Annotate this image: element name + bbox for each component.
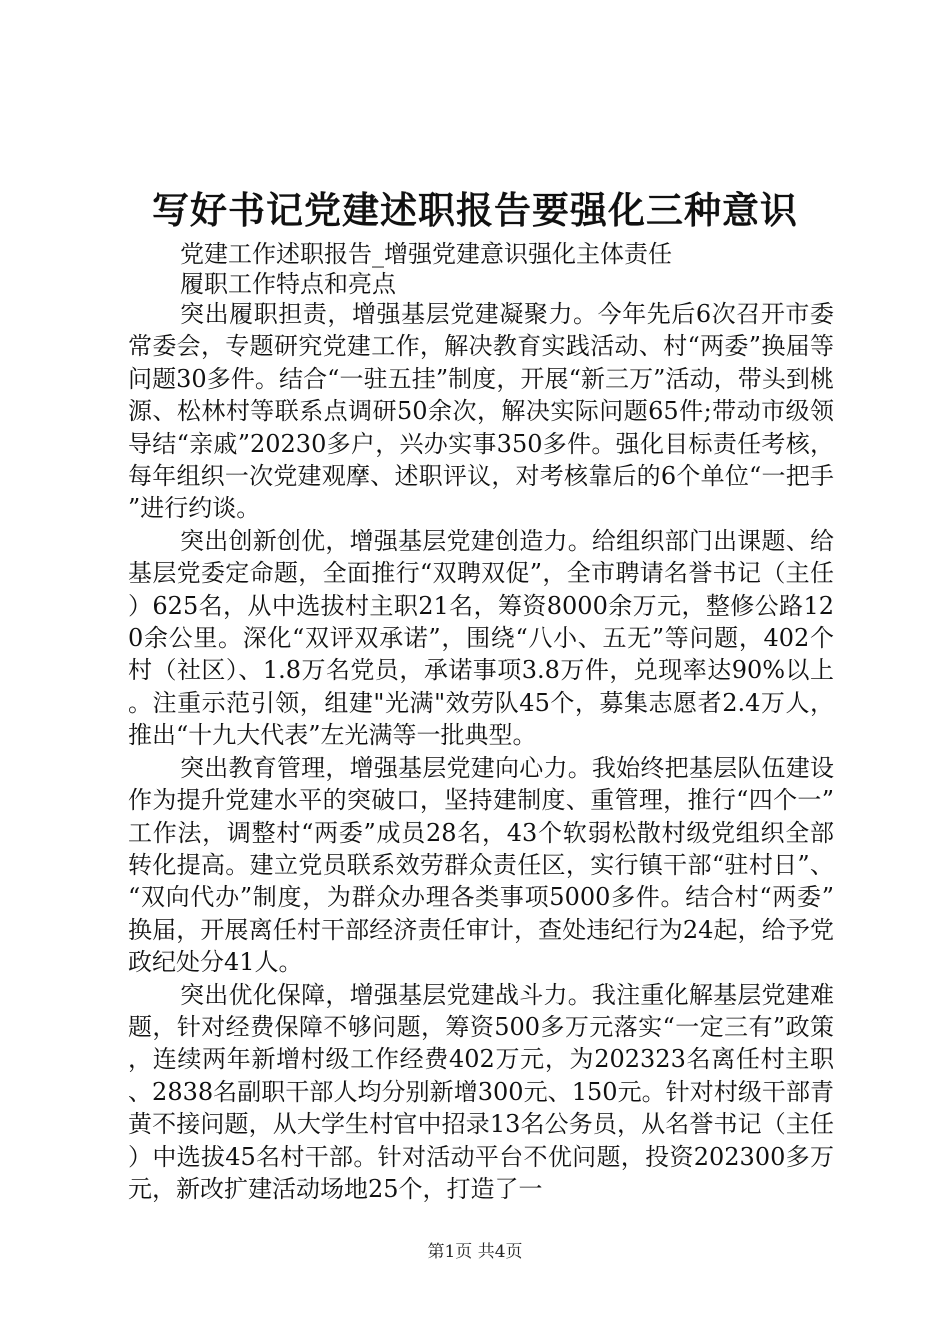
body-paragraph: 突出教育管理，增强基层党建向心力。我始终把基层队伍建设作为提升党建水平的突破口，坚持建制度、重管理，推行“四个一”工作法，调整村“两委”成员28名，43个软弱松散村级党组织全部转化提高。建立党员联系效劳群众责任区，实行镇干部“驻村日”、“双向代办”制度，为群众办理各类事项5000多件。结合村“两委”换届，开展离任村干部经济责任审计，查处违纪行为24起，给予党政纪处分41人。: [128, 753, 834, 977]
document-subtitle-line2: 履职工作特点和亮点: [180, 270, 396, 298]
document-body: [128, 298, 834, 1205]
body-paragraph: 突出优化保障，增强基层党建战斗力。我注重化解基层党建难题，针对经费保障不够问题，筹资500多万元落实“一定三有”政策，连续两年新增村级工作经费402万元，为202323名离任村主职、2838名副职干部人均分别新增300元、150元。针对村级干部青黄不接问题，从大学生村官中招录13名公务员，从名誉书记（主任）中选拔45名村干部。针对活动平台不优问题，投资202300多万元，新改扩建活动场地25个，打造了一: [128, 980, 834, 1203]
page-number-footer: 第1页 共4页: [427, 1242, 523, 1262]
body-paragraph: 突出履职担责，增强基层党建凝聚力。今年先后6次召开市委常委会，专题研究党建工作，解决教育实践活动、村“两委”换届等问题30多件。结合“一驻五挂”制度，开展“新三万”活动，带头到桃源、松林村等联系点调研50余次，解决实际问题65件;带动市级领导结“亲戚”20230多户，兴办实事350多件。强化目标责任考核，每年组织一次党建观摩、述职评议，对考核靠后的6个单位“一把手”进行约谈。: [128, 300, 834, 523]
document-subtitle-line1: 党建工作述职报告_增强党建意识强化主体责任: [180, 240, 672, 268]
body-paragraph: 突出创新创优，增强基层党建创造力。给组织部门出课题、给基层党委定命题，全面推行“双聘双促”，全市聘请名誉书记（主任）625名，从中选拔村主职21名，筹资8000余万元，整修公路120余公里。深化“双评双承诺”，围绕“八小、五无”等问题，402个村（社区）、1.8万名党员，承诺事项3.8万件，兑现率达90%以上。注重示范引领，组建"光满"效劳队45个，募集志愿者2.4万人，推出“十九大代表”左光满等一批典型。: [128, 526, 834, 750]
document-title: 写好书记党建述职报告要强化三种意识: [152, 188, 798, 232]
